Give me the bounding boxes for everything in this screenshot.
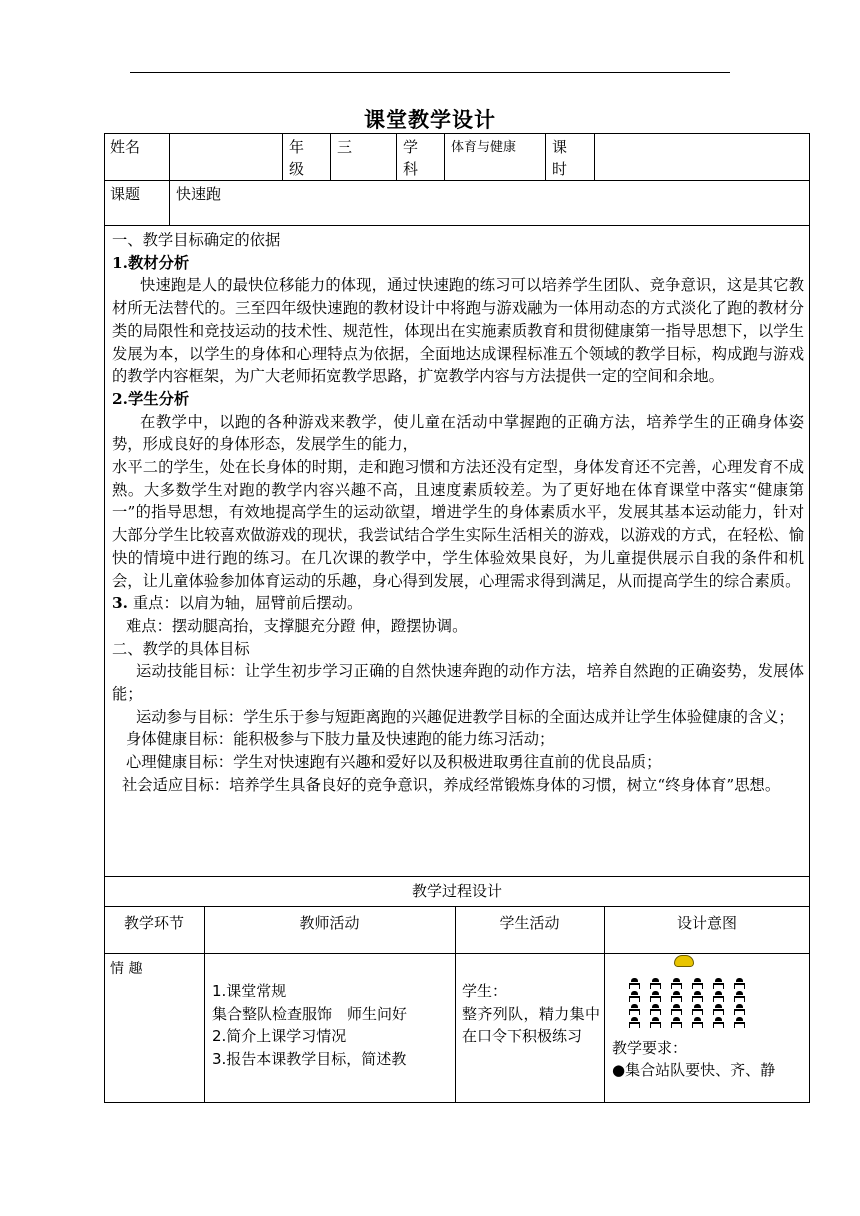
student-analysis-heading: 2.学生分析 <box>112 389 190 408</box>
student-icon <box>628 1004 641 1016</box>
stage-cell: 情 趣 <box>110 961 143 977</box>
student-icon <box>733 1017 746 1029</box>
student-icon <box>649 978 662 990</box>
col-divider <box>455 906 456 1103</box>
textbook-analysis-text: 快速跑是人的最快位移能力的体现，通过快速跑的练习可以培养学生团队、竞争意识，这是其它教材所无法替代的。三至四年级快速跑的教材设计中将跑与游戏融为一体用动态的方式淡化了跑的教材分类的局限性和竞技运动的技术性、规范性，体现出在实施素质教育和贯彻健康第一指导思想下，以学生发展为本，以学生的身体和心理特点为依据，全面地达成课程标准五个领域的教学目标，构成跑与游戏的教学内容框架，为广大老师拓宽教学思路，扩宽教学内容与方法提供一定的空间和余地。 <box>112 276 804 386</box>
student-icon <box>691 991 704 1003</box>
col-divider <box>594 133 595 180</box>
teacher-activity <box>212 980 450 1070</box>
student-analysis-text-a: 在教学中，以跑的各种游戏来教学，使儿童在活动中掌握跑的正确方法，培养学生的正确身体姿势，形成良好的身体形态，发展学生的能力， <box>112 412 804 454</box>
goal-social-adaptation: 社会适应目标：培养学生具备良好的竞争意识，养成经常锻炼身体的习惯，树立“终身体育”思想。 <box>122 775 781 794</box>
teacher-line: 2.简介上课学习情况 <box>212 1027 347 1045</box>
row-divider <box>104 225 810 226</box>
grade-label: 年级 <box>289 138 305 178</box>
design-req-text: ●集合站队要快、齐、静 <box>612 1060 776 1079</box>
subject-value: 体育与健康 <box>451 140 517 155</box>
grade-value: 三 <box>337 138 353 156</box>
student-icon <box>628 978 641 990</box>
student-icon <box>628 991 641 1003</box>
period-label: 课时 <box>552 138 568 178</box>
student-icon <box>712 1017 725 1029</box>
teacher-line: 3.报告本课教学目标，简述教 <box>212 1049 407 1068</box>
student-icon <box>649 1017 662 1029</box>
process-title: 教学过程设计 <box>411 882 502 900</box>
row-divider <box>104 876 810 877</box>
goal-motor-skill: 运动技能目标：让学生初步学习正确的自然快速奔跑的动作方法，培养自然跑的正确姿势，发展体能； <box>112 662 804 704</box>
student-icon <box>649 1004 662 1016</box>
student-icon <box>733 978 746 990</box>
key-point-number: 3. <box>112 594 128 613</box>
student-line: 学生： <box>462 982 508 1000</box>
topic-label: 课题 <box>110 185 141 203</box>
col-divider <box>330 133 331 180</box>
col-divider <box>204 906 205 1103</box>
design-intent <box>612 1038 806 1081</box>
student-icon <box>733 1004 746 1016</box>
teacher-line: 集合整队检查服饰 师生问好 <box>212 1004 408 1023</box>
textbook-analysis-heading: 1.教材分析 <box>112 253 190 272</box>
teacher-icon <box>674 955 694 967</box>
page-title: 课堂教学设计 <box>364 107 496 132</box>
header-rule <box>130 72 730 73</box>
section2-heading: 二、教学的具体目标 <box>112 639 250 658</box>
col-divider <box>282 133 283 180</box>
col-header-student: 学生活动 <box>499 914 560 932</box>
student-icon <box>670 1017 683 1029</box>
section1-heading: 一、教学目标确定的依据 <box>112 231 281 249</box>
col-header-teacher: 教师活动 <box>299 914 360 932</box>
col-divider <box>169 133 170 225</box>
student-icon <box>712 991 725 1003</box>
student-icon <box>691 978 704 990</box>
student-icon <box>691 1017 704 1029</box>
col-divider <box>545 133 546 180</box>
student-icon <box>628 1017 641 1029</box>
teacher-line: 1.课堂常规 <box>212 982 287 1000</box>
name-label: 姓名 <box>110 138 141 156</box>
student-icon <box>691 1004 704 1016</box>
student-icon <box>670 1004 683 1016</box>
col-divider <box>396 133 397 180</box>
student-icon <box>649 991 662 1003</box>
row-divider <box>104 180 810 181</box>
formation-diagram <box>628 978 748 1030</box>
topic-value: 快速跑 <box>176 185 222 203</box>
student-activity <box>462 980 616 1048</box>
subject-label: 学科 <box>403 138 419 178</box>
student-icon <box>733 991 746 1003</box>
student-analysis-text-b: 水平二的学生，处在长身体的时期，走和跑习惯和方法还没有定型，身体发育还不完善，心理发育不成熟。大多数学生对跑的教学内容兴趣不高，且速度素质较差。为了更好地在体育课堂中落实“健康第一”的指导思想，有效地提高学生的运动欲望，增进学生的身体素质水平，发展其基本运动能力，针对大部分学生比较喜欢做游戏的现状，我尝试结合学生实际生活相关的游戏，以游戏的方式，在轻松、愉快的情境中进行跑的练习。在几次课的教学中，学生体验效果良好，为儿童提供展示自我的条件和机会，让儿童体验参加体育运动的乐趣，身心得到发展，心理需求得到满足，从而提高学生的综合素质。 <box>112 458 804 590</box>
objectives-section <box>112 229 804 797</box>
design-req-label: 教学要求： <box>612 1039 688 1057</box>
col-header-design: 设计意图 <box>676 914 737 932</box>
col-header-stage: 教学环节 <box>123 914 184 932</box>
student-icon <box>712 978 725 990</box>
row-divider <box>104 906 810 907</box>
key-point-text: 重点：以肩为轴，屈臂前后摆动。 <box>132 594 363 613</box>
key-point-line <box>112 592 804 615</box>
goal-physical-health: 身体健康目标：能积极参与下肢力量及快速跑的能力练习活动； <box>126 730 555 749</box>
col-divider <box>444 133 445 180</box>
goal-participation: 运动参与目标：学生乐于参与短距离跑的兴趣促进教学目标的全面达成并让学生体验健康的含义； <box>136 707 794 726</box>
difficulty-text: 难点：摆动腿高抬，支撑腿充分蹬 伸，蹬摆协调。 <box>126 616 468 635</box>
student-line: 整齐列队，精力集中 在口令下积极练习 <box>462 1004 616 1045</box>
student-icon <box>670 991 683 1003</box>
goal-mental-health: 心理健康目标：学生对快速跑有兴趣和爱好以及积极进取勇往直前的优良品质； <box>126 753 662 772</box>
row-divider <box>104 953 810 954</box>
student-icon <box>670 978 683 990</box>
student-icon <box>712 1004 725 1016</box>
